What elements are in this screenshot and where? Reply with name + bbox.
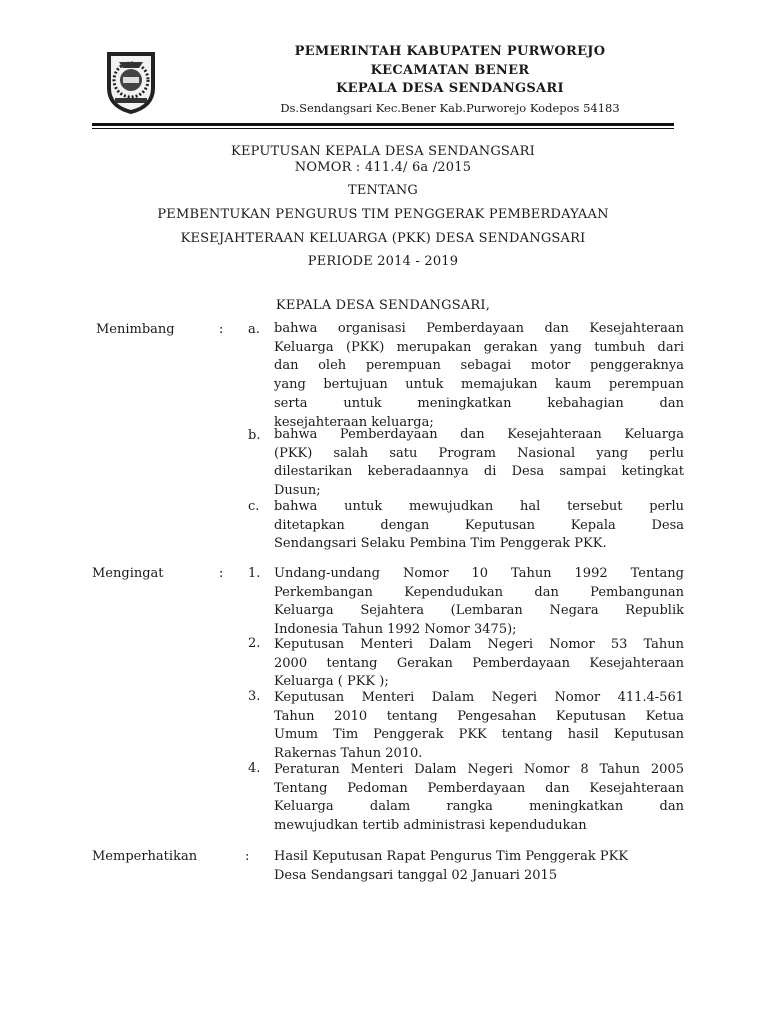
section-colon: : [245,849,250,864]
decree-subject-line2: KESEJAHTERAAN KELUARGA (PKK) DESA SENDANGSARI [180,231,586,246]
section-label-menimbang: Menimbang [96,322,175,337]
memperhatikan-text: Hasil Keputusan Rapat Pengurus Tim Penggerak PKK Desa Sendangsari tanggal 02 Januari 2015 [274,849,629,883]
regency-emblem-logo [103,48,159,116]
item-mark: 1. [248,566,261,581]
letterhead-address: Ds.Sendangsari Kec.Bener Kab.Purworejo Kodepos 54183 [280,101,620,115]
menimbang-item-c: bahwa untuk mewujudkan hal tersebut perlu ditetapkan dengan Keputusan Kepala Desa Sendangsari Selaku Pembina Tim Penggerak PKK. [274,499,684,552]
section-label-memperhatikan: Memperhatikan [92,849,198,864]
mengingat-item-4: Peraturan Menteri Dalam Negeri Nomor 8 Tahun 2005 Tentang Pedoman Pemberdayaan dan Kesejahteraan Keluarga dalam rangka meningkatkan dan mewujudkan tertib administrasi kependudukan [274,762,684,834]
section-colon: : [219,322,224,337]
letterhead-government: PEMERINTAH KABUPATEN PURWOREJO [294,44,606,59]
section-colon: : [219,566,224,581]
section-label-mengingat: Mengingat [92,566,164,581]
menimbang-item-a: bahwa organisasi Pemberdayaan dan Kesejahteraan Keluarga (PKK) merupakan gerakan yang tumbuh dari dan oleh perempuan sebagai motor penggeraknya yang bertujuan untuk memajukan kaum perempuan serta untuk meningkatkan kebahagian dan kesejahteraan keluarga; [274,321,684,430]
item-mark: b. [248,428,261,443]
item-mark: 4. [248,761,261,776]
mengingat-item-2: Keputusan Menteri Dalam Negeri Nomor 53 Tahun 2000 tentang Gerakan Pemberdayaan Kesejahteraan Keluarga ( PKK ); [274,637,684,690]
item-mark: a. [248,322,260,337]
letterhead-district: KECAMATAN BENER [370,63,530,78]
decree-subject-line1: PEMBENTUKAN PENGURUS TIM PENGGERAK PEMBERDAYAAN [157,207,609,222]
decree-number: NOMOR : 411.4/ 6a /2015 [294,160,472,175]
decree-about: TENTANG [347,183,419,198]
decree-period: PERIODE 2014 - 2019 [307,254,459,269]
item-mark: 2. [248,636,261,651]
decree-title: KEPUTUSAN KEPALA DESA SENDANGSARI [231,144,535,159]
letterhead-divider-thin [92,128,674,129]
menimbang-item-b: bahwa Pemberdayaan dan Kesejahteraan Keluarga (PKK) salah satu Program Nasional yang perlu dilestarikan keberadaannya di Desa sampai ketingkat Dusun; [274,427,684,499]
decree-issuer: KEPALA DESA SENDANGSARI, [275,298,491,313]
item-mark: 3. [248,689,261,704]
letterhead-office: KEPALA DESA SENDANGSARI [336,81,564,96]
mengingat-item-3: Keputusan Menteri Dalam Negeri Nomor 411.4-561 Tahun 2010 tentang Pengesahan Keputusan Ketua Umum Tim Penggerak PKK tentang hasil Keputusan Rakernas Tahun 2010. [274,690,684,762]
mengingat-item-1: Undang-undang Nomor 10 Tahun 1992 Tentang Perkembangan Kependudukan dan Pembangunan Keluarga Sejahtera (Lembaran Negara Republik Indonesia Tahun 1992 Nomor 3475); [274,566,684,638]
letterhead-divider-thick [92,123,674,126]
item-mark: c. [248,499,260,514]
